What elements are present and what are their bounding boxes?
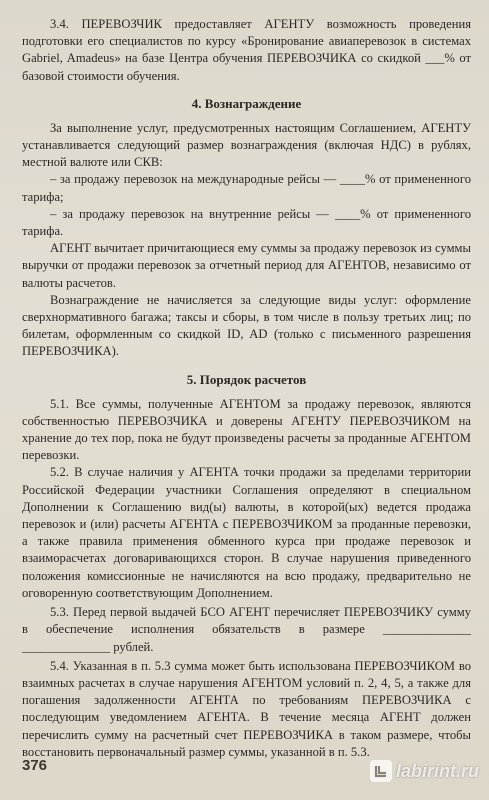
paragraph-5-1: 5.1. Все суммы, полученные АГЕНТОМ за продажу перевозок, являются собственностью ПЕРЕВОЗЧИКА и доверены АГЕНТУ ПЕРЕВОЗЧИКОМ на хранение до тех пор, пока не будут произведены расчеты за проданные АГЕНТОМ перевозки. (22, 396, 471, 463)
paragraph-domestic-flights: – за продажу перевозок на внутренние рейсы — ____% от примененного тарифа. (22, 206, 471, 239)
heading-settlement-procedure: 5. Порядок расчетов (186, 371, 307, 387)
paragraph-3-4: 3.4. ПЕРЕВОЗЧИК предоставляет АГЕНТУ возможность проведения подготовки его специалистов по курсу «Бронирование авиаперевозок в системах Gabriel, Amadeus» на базе Центра обучения ПЕРЕВОЗЧИКА со скидкой ___% от базовой стоимости обучения. (22, 17, 471, 83)
paragraph-5-3: 5.3. Перед первой выдачей БСО АГЕНТ перечисляет ПЕРЕВОЗЧИКУ сумму в обеспечение исполнения обязательств в размере ______________ ______________ рублей. (22, 605, 471, 654)
paragraph-agent-deduction: АГЕНТ вычитает причитающиеся ему суммы за продажу перевозок из суммы выручки от продажи перевозок за отчетный период для АГЕНТОВ, независимо от валюты расчетов. (22, 241, 471, 290)
paragraph-no-remuneration: Вознаграждение не начисляется за следующие виды услуг: оформление сверхнормативного багажа; таксы и сборы, в том числе в пользу третьих лиц; по билетам, оформленным со скидкой ID, AD (только с письменного разрешения ПЕРЕВОЗЧИКА). (22, 292, 471, 359)
page-number: 376 (22, 757, 48, 774)
paragraph-remuneration-intro: За выполнение услуг, предусмотренных настоящим Соглашением, АГЕНТУ устанавливается следующий размер вознаграждения (включая НДС) в рублях, местной валюте или СКВ: (22, 120, 471, 170)
heading-remuneration: 4. Вознаграждение (191, 95, 302, 111)
watermark (370, 760, 479, 782)
watermark-text: labirint.ru (395, 760, 479, 781)
paragraph-international-flights: – за продажу перевозок на международные рейсы — ____% от примененного тарифа; (22, 172, 471, 204)
labirint-logo-icon (370, 760, 392, 782)
paragraph-5-2: 5.2. В случае наличия у АГЕНТА точки продажи за пределами территории Российской Федерации участники Соглашения определяют в специальном Дополнении к Соглашению вид(ы) валюты, в которой(ых) ведется продажа перевозок и (или) расчеты АГЕНТА с ПЕРЕВОЗЧИКОМ за проданные перевозки, а также правила применения обменного курса при продаже перевозок и взаиморасчетах договаривающихся сторон. В случае нарушения приведенного положения комиссионные не начисляются на всю продажу, предварительно не оговоренную соответствующим Дополнением. (22, 465, 471, 600)
paragraph-5-4: 5.4. Указанная в п. 5.3 сумма может быть использована ПЕРЕВОЗЧИКОМ во взаимных расчетах в случае нарушения АГЕНТОМ условий п. 2, 4, 5, а также для погашения задолженности АГЕНТА по требованиям ПЕРЕВОЗЧИКА с последующим уведомлением АГЕНТА. В течение месяца АГЕНТ должен перечислить сумму на расчетный счет ПЕРЕВОЗЧИКА в таком размере, чтобы восстановить первоначальный размер суммы, указанной в п. 5.3. (22, 658, 471, 759)
